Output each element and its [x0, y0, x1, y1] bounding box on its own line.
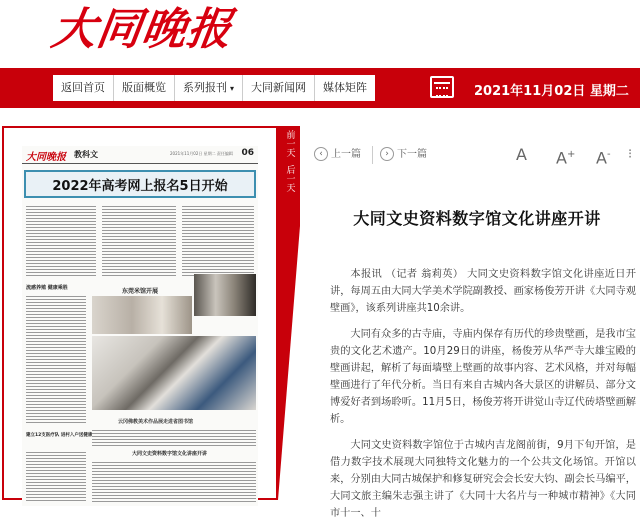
article-area[interactable]: [26, 450, 86, 502]
nav-media-matrix[interactable]: [315, 75, 375, 101]
article-area[interactable]: [26, 294, 86, 424]
minus-icon: -: [606, 149, 611, 160]
newspaper-page[interactable]: [22, 146, 258, 506]
nav-overview[interactable]: [114, 75, 175, 101]
next-day-label: 后一天: [284, 165, 295, 192]
page-thumbnail[interactable]: [2, 126, 278, 500]
article-area[interactable]: [102, 204, 176, 276]
chevron-down-icon: ▾: [230, 84, 235, 93]
article-area[interactable]: [92, 460, 256, 502]
nav-home[interactable]: [53, 75, 114, 101]
nav-series-label: 系列报刊: [183, 81, 227, 94]
paper-caption: 建立12支医疗队 进村入户送健康: [26, 433, 93, 438]
article-area[interactable]: [182, 204, 254, 276]
nav-overview-label: 版面概览: [122, 81, 166, 94]
next-day-tab[interactable]: [278, 161, 300, 192]
paper-caption: 流感养殖 健康乘胜: [26, 285, 68, 291]
article-paragraph: 大同文史资料数字馆位于古城内吉龙阁前街，9月下旬开馆，是借力数字技术展现大同独特文化魅力的一个公共文化场馆。开馆以来，分别由大同古城保护和修复研究会会长安大钧、副会长马编平，大同文旅主编朱志强主讲了《大同十大名片与一种城市精神》《大同市十一、十: [330, 440, 636, 519]
font-default-button[interactable]: [516, 142, 527, 168]
more-options-button[interactable]: [628, 142, 632, 168]
paper-caption: 大同文史资料数字馆文化讲座开讲: [132, 451, 208, 457]
paper-logo: 大同晚报: [26, 152, 66, 163]
article-paragraph: 大同有众多的古寺庙，寺庙内保存有历代的珍贵壁画，是我市宝贵的文化艺术遗产。10月29日的讲座，杨俊芳从华严寺大雄宝殿的壁画讲起，解析了每面墙壁上壁画的故事内容、艺术风格，并对每幅壁画进行了年代分析。当日有来自古城内各大景区的讲解员、部分文博爱好者到场聆听。11月5日，杨俊芳将开讲觉山寺辽代砖塔壁画解析。: [330, 329, 636, 425]
prev-day-tab[interactable]: [278, 126, 300, 157]
headline-article-area[interactable]: [24, 170, 256, 198]
prev-article-button[interactable]: [314, 142, 361, 168]
article-area[interactable]: [26, 204, 96, 276]
paper-meta: 2021年11月02日 星期二 责任编辑: [170, 151, 233, 156]
nav-menu: [52, 74, 376, 102]
article-toolbar: [314, 142, 640, 168]
article-title: 大同文史资料数字馆文化讲座开讲: [353, 209, 601, 228]
chevron-right-icon: ›: [380, 147, 394, 161]
toolbar-divider: [372, 146, 373, 164]
calendar-icon[interactable]: [430, 76, 454, 98]
font-default-label: A: [516, 145, 527, 164]
tab-decoration: [278, 226, 300, 500]
nav-news-site-label: 大同新闻网: [251, 81, 307, 94]
paper-section: 教科文: [74, 150, 98, 159]
news-photo[interactable]: [92, 296, 192, 334]
nav-home-label: 返回首页: [61, 81, 105, 94]
paper-header: [22, 146, 258, 164]
news-photo[interactable]: [194, 274, 256, 316]
nav-series[interactable]: [175, 75, 243, 101]
site-logo[interactable]: 大同晚报: [48, 4, 236, 55]
masthead: [0, 0, 640, 64]
paper-caption: 东莞米馆开展: [122, 288, 159, 295]
font-increase-button[interactable]: [556, 142, 575, 168]
prev-day-label: 前一天: [284, 130, 295, 157]
font-decrease-label: A: [596, 148, 607, 168]
chevron-left-icon: ‹: [314, 147, 328, 161]
day-switcher: [278, 126, 300, 226]
next-article-button[interactable]: [380, 142, 427, 168]
nav-news-site[interactable]: [243, 75, 315, 101]
font-decrease-button[interactable]: [596, 142, 611, 168]
paper-caption: 云冈佛教美术作品展走进省图书馆: [118, 419, 194, 425]
next-article-label: 下一篇: [397, 149, 427, 160]
font-increase-label: A: [556, 148, 567, 168]
nav-media-matrix-label: 媒体矩阵: [323, 81, 368, 94]
article-paragraph: 本报讯 （记者 翁莉英） 大同文史资料数字馆文化讲座近日开讲，每周五由大同大学美术学院副教授、画家杨俊芳开讲《大同寺观壁画》，该系列讲座共10余讲。: [330, 269, 636, 314]
article-body: [330, 266, 636, 531]
article-area[interactable]: [92, 428, 256, 446]
news-photo[interactable]: [92, 336, 256, 410]
paper-page-number: 06: [241, 148, 254, 158]
current-date: 2021年11月02日 星期二: [474, 84, 629, 99]
more-options-icon: ⁝: [628, 147, 633, 162]
paper-headline: 2022年高考网上报名5日开始: [52, 179, 228, 194]
prev-article-label: 上一篇: [331, 149, 361, 160]
plus-icon: +: [566, 149, 576, 160]
